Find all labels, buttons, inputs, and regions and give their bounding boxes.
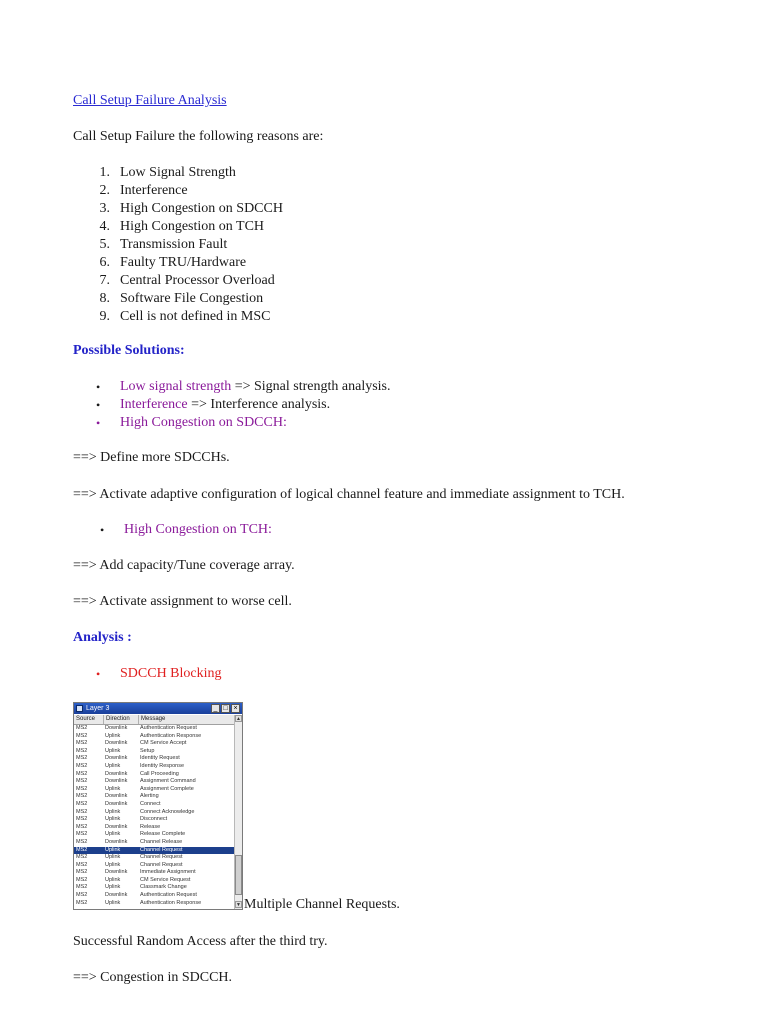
reason-number: 4.	[99, 219, 110, 234]
after-figure-text: Successful Random Access after the third try.	[73, 934, 328, 949]
row-source: MS2	[76, 732, 88, 739]
reason-item: Low Signal Strength	[120, 165, 236, 180]
reason-number: 2.	[99, 183, 110, 198]
row-source: MS2	[76, 755, 88, 762]
row-direction: Uplink	[105, 762, 121, 769]
row-source: MS2	[76, 785, 88, 792]
row-message: Alerting	[140, 793, 159, 800]
row-message: Connect Acknowledge	[140, 808, 195, 815]
reason-item: Transmission Fault	[120, 237, 228, 252]
row-direction: Downlink	[105, 869, 128, 876]
row-source: MS2	[76, 725, 88, 731]
row-message: Setup	[140, 747, 155, 754]
row-message: Authentication Response	[140, 732, 202, 739]
reason-item: Faulty TRU/Hardware	[120, 255, 247, 270]
row-source: MS2	[76, 747, 88, 754]
message-row[interactable]	[74, 831, 234, 839]
row-source: MS2	[76, 800, 88, 807]
row-direction: Downlink	[105, 838, 128, 845]
row-direction: Downlink	[105, 755, 128, 762]
message-row[interactable]	[74, 755, 234, 763]
window-app-icon	[76, 705, 83, 712]
row-direction: Uplink	[105, 785, 121, 792]
window-title: Layer 3	[86, 705, 110, 712]
row-direction: Uplink	[105, 732, 121, 739]
intro-text: Call Setup Failure the following reasons are:	[73, 129, 324, 144]
row-source: MS2	[76, 793, 88, 800]
row-source: MS2	[76, 770, 88, 777]
row-source: MS2	[76, 816, 88, 823]
row-source: MS2	[76, 808, 88, 815]
message-row[interactable]	[74, 763, 234, 771]
sdcch-action: ==> Define more SDCCHs.	[73, 450, 230, 465]
message-row[interactable]	[74, 748, 234, 756]
row-direction: Uplink	[105, 747, 121, 754]
grid-header	[74, 715, 234, 725]
tch-action: ==> Activate assignment to worse cell.	[73, 594, 292, 609]
bullet-icon: •	[100, 523, 105, 537]
message-row[interactable]	[74, 892, 234, 900]
reason-item: High Congestion on SDCCH	[120, 201, 283, 216]
row-source: MS2	[76, 884, 88, 891]
reason-number: 5.	[99, 237, 110, 252]
minimize-icon[interactable]: _	[211, 704, 220, 713]
solution-item: High Congestion on SDCCH:	[120, 415, 287, 430]
column-header-direction[interactable]: Direction	[104, 715, 139, 724]
message-row[interactable]	[74, 862, 234, 870]
tch-bullet-text: High Congestion on TCH:	[124, 522, 272, 537]
reason-item: Central Processor Overload	[120, 273, 275, 288]
row-source: MS2	[76, 762, 88, 769]
row-source: MS2	[76, 869, 88, 876]
row-source: MS2	[76, 854, 88, 861]
reason-item: Interference	[120, 183, 188, 198]
column-header-message[interactable]: Message	[141, 716, 166, 722]
row-message: Assignment Complete	[140, 785, 194, 792]
analysis-bullet-text: SDCCH Blocking	[120, 666, 222, 681]
reason-number: 8.	[99, 291, 110, 306]
figure-caption: Multiple Channel Requests.	[244, 897, 400, 912]
row-direction: Uplink	[105, 854, 121, 861]
reason-number: 9.	[99, 309, 110, 324]
message-row[interactable]	[74, 854, 234, 862]
row-message: Immediate Assignment	[140, 869, 196, 876]
message-row[interactable]	[74, 786, 234, 794]
bullet-icon: •	[96, 380, 101, 394]
window-titlebar	[74, 703, 242, 714]
message-row[interactable]	[74, 771, 234, 779]
message-row[interactable]	[74, 740, 234, 748]
row-direction: Downlink	[105, 770, 128, 777]
sdcch-action: ==> Activate adaptive configuration of logical channel feature and immediate assignment to TCH.	[73, 487, 625, 502]
message-row[interactable]	[74, 778, 234, 786]
row-message: Release Complete	[140, 831, 186, 838]
row-message: Channel Request	[140, 846, 183, 853]
message-row[interactable]	[74, 839, 234, 847]
row-direction: Downlink	[105, 740, 128, 747]
solution-term: Interference	[120, 397, 188, 412]
row-message: Classmark Change	[140, 884, 187, 891]
message-row[interactable]	[74, 801, 234, 809]
tch-action: ==> Add capacity/Tune coverage array.	[73, 558, 295, 573]
solution-rest: => Signal strength analysis.	[231, 379, 391, 394]
reason-number: 7.	[99, 273, 110, 288]
reason-number: 6.	[99, 255, 110, 270]
bullet-icon: •	[96, 416, 101, 430]
row-message: CM Service Request	[140, 876, 191, 883]
solution-rest: => Interference analysis.	[187, 397, 331, 412]
row-message: Identity Request	[140, 755, 180, 762]
layer3-window	[73, 702, 243, 910]
row-direction: Uplink	[105, 808, 121, 815]
row-source: MS2	[76, 838, 88, 845]
row-source: MS2	[76, 831, 88, 838]
row-source: MS2	[76, 823, 88, 830]
message-list	[74, 725, 234, 907]
reason-number: 3.	[99, 201, 110, 216]
message-row[interactable]	[74, 816, 234, 824]
row-message: Channel Request	[140, 854, 183, 861]
row-message: Connect	[140, 800, 161, 807]
vertical-scrollbar[interactable]	[234, 715, 242, 909]
row-direction: Downlink	[105, 725, 128, 731]
solution-item	[120, 396, 330, 414]
message-row[interactable]	[74, 793, 234, 801]
maximize-icon[interactable]: □	[221, 704, 230, 713]
reason-item: Software File Congestion	[120, 291, 264, 306]
row-direction: Uplink	[105, 846, 121, 853]
message-row[interactable]	[74, 725, 234, 733]
row-direction: Uplink	[105, 899, 121, 906]
message-row[interactable]	[74, 869, 234, 877]
solution-term: Low signal strength	[120, 379, 232, 394]
row-direction: Downlink	[105, 793, 128, 800]
row-message: Identity Response	[140, 762, 185, 769]
row-source: MS2	[76, 876, 88, 883]
row-message: Assignment Command	[140, 778, 196, 785]
reason-item: High Congestion on TCH	[120, 219, 265, 234]
scroll-down-icon[interactable]: ▼	[236, 902, 241, 908]
page-title-link[interactable]: Call Setup Failure Analysis	[73, 93, 227, 108]
scroll-up-icon[interactable]: ▲	[236, 716, 241, 722]
bullet-icon: •	[96, 667, 101, 681]
after-figure-text: ==> Congestion in SDCCH.	[73, 970, 233, 985]
message-row[interactable]	[74, 900, 234, 908]
row-direction: Downlink	[105, 800, 128, 807]
close-icon[interactable]: ×	[231, 704, 240, 713]
row-direction: Uplink	[105, 816, 121, 823]
bullet-icon: •	[96, 398, 101, 412]
row-message: Call Proceeding	[140, 770, 179, 777]
reason-item: Cell is not defined in MSC	[120, 309, 271, 324]
analysis-heading: Analysis :	[73, 630, 132, 645]
message-row[interactable]	[74, 824, 234, 832]
column-header-source[interactable]: Source	[74, 715, 104, 724]
row-message: Authentication Request	[140, 892, 197, 899]
row-direction: Uplink	[105, 884, 121, 891]
row-message: Authentication Request	[140, 725, 197, 731]
solution-item	[120, 378, 391, 396]
row-direction: Downlink	[105, 892, 128, 899]
message-row[interactable]	[74, 809, 234, 817]
message-row[interactable]	[74, 847, 234, 855]
row-source: MS2	[76, 861, 88, 868]
row-direction: Uplink	[105, 831, 121, 838]
message-row[interactable]	[74, 877, 234, 885]
row-source: MS2	[76, 899, 88, 906]
row-message: Disconnect	[140, 816, 168, 823]
row-message: Channel Request	[140, 861, 183, 868]
scroll-thumb[interactable]	[235, 855, 242, 895]
row-message: CM Service Accept	[140, 740, 187, 747]
row-source: MS2	[76, 778, 88, 785]
possible-solutions-heading: Possible Solutions:	[73, 343, 185, 358]
message-row[interactable]	[74, 733, 234, 741]
row-message: Channel Release	[140, 838, 183, 845]
row-direction: Uplink	[105, 861, 121, 868]
row-message: Authentication Response	[140, 899, 202, 906]
row-source: MS2	[76, 846, 88, 853]
row-source: MS2	[76, 740, 88, 747]
row-direction: Downlink	[105, 778, 128, 785]
row-message: Release	[140, 823, 161, 830]
reason-number: 1.	[99, 165, 110, 180]
row-direction: Downlink	[105, 823, 128, 830]
message-row[interactable]	[74, 884, 234, 892]
row-direction: Uplink	[105, 876, 121, 883]
row-source: MS2	[76, 892, 88, 899]
